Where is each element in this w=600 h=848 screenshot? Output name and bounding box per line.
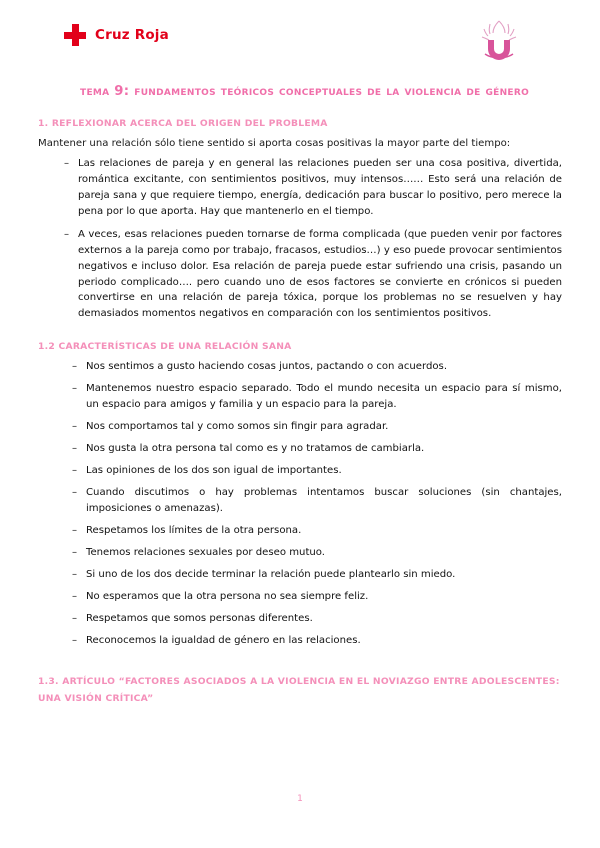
section-heading-1-3: 1.3. ARTÍCULO “FACTORES ASOCIADOS A LA VIOLENCIA EN EL NOVIAZGO ENTRE ADOLESCENTES: UNA VISIÓN CRÍTICA”: [38, 676, 560, 704]
list-item: – A veces, esas relaciones pueden tornarse de forma complicada (que pueden venir por factores externos a la pareja como por trabajo, fracasos, estudios…) y eso puede provocar sentimientos negativos e incluso dolor. Esa relación de pareja puede estar sufriendo una crisis, pasando un periodo complicado…. pero cuando uno de esos factores se convierte en crónicos si pueden convertirse en una relación de pareja tóxica, porque los problemas no se resuelven y hay demasiados momentos negativos en comparación con los sentimientos positivos.: [64, 227, 562, 323]
page-header: [38, 18, 562, 66]
section-heading-1-2: 1.2 CARACTERÍSTICAS DE UNA RELACIÓN SANA: [38, 341, 292, 353]
list-item: – Mantenemos nuestro espacio separado. Todo el mundo necesita un espacio para sí mismo, un espacio para amigos y familia y un espacio para la pareja.: [72, 381, 562, 413]
list-item: – Cuando discutimos o hay problemas intentamos buscar soluciones (sin chantajes, imposiciones o amenazas).: [72, 485, 562, 517]
red-cross-icon: [64, 24, 86, 46]
list-item: – Nos comportamos tal y como somos sin fingir para agradar.: [72, 419, 562, 435]
list-item: – Nos gusta la otra persona tal como es y no tratamos de cambiarla.: [72, 441, 562, 457]
list-item: – No esperamos que la otra persona no sea siempre feliz.: [72, 589, 562, 605]
list-item: – Si uno de los dos decide terminar la relación puede plantearlo sin miedo.: [72, 567, 562, 583]
section-1-list: [38, 156, 562, 322]
section-1-intro: Mantener una relación sólo tiene sentido si aporta cosas positivas la mayor parte del tiempo:: [38, 138, 511, 149]
list-item: – Reconocemos la igualdad de género en las relaciones.: [72, 633, 562, 649]
list-item: – Las opiniones de los dos son igual de importantes.: [72, 463, 562, 479]
list-item: – Las relaciones de pareja y en general las relaciones pueden ser una cosa positiva, divertida, romántica excitante, con sentimientos positivos, muy intensos…… Esto será una relación de pareja sana y que requiere tiempo, energía, dedicación para buscar lo positivo, pero merece la pena por lo que aporta. Hay que mantenerlo en el tiempo.: [64, 156, 562, 220]
page-number: 1: [297, 794, 303, 804]
list-item: – Respetamos que somos personas diferentes.: [72, 611, 562, 627]
section-1-2-list: [38, 359, 562, 648]
brand-label: Cruz Roja: [95, 27, 169, 43]
list-item: – Tenemos relaciones sexuales por deseo mutuo.: [72, 545, 562, 561]
university-seal-icon: [470, 18, 528, 62]
list-item: – Nos sentimos a gusto haciendo cosas juntos, pactando o con acuerdos.: [72, 359, 562, 375]
cruz-roja-logo: [64, 24, 169, 46]
list-item: – Respetamos los límites de la otra persona.: [72, 523, 562, 539]
page-title: tema 9: fundamentos teóricos conceptuales de la violencia de género: [80, 84, 530, 99]
section-heading-1: 1. REFLEXIONAR ACERCA DEL ORIGEN DEL PROBLEMA: [38, 118, 328, 129]
